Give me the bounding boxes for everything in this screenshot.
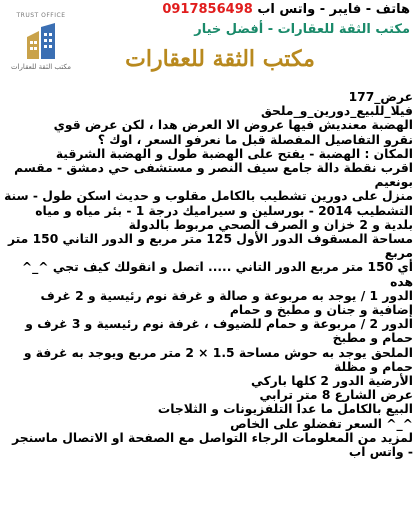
- listing-line: أي 150 متر مربع الدور التاني ..... اتصل و انقولك كيف تجي ^_^ هده: [21, 260, 413, 289]
- phone-number[interactable]: 0917856498: [162, 2, 253, 17]
- listing-line: البيع بالكامل ما عدا التلفزيونات و الثلاجات: [157, 402, 413, 417]
- listing-line: الدور 1 / يوجد به مربوعة و صالة و غرفة نوم رئيسية و 2 غرف إضافية و جنان و مطبخ و حمام: [40, 288, 413, 318]
- listing-line: منزل على دورين تشطيب بالكامل مقلوب و حديث اسكن طول - سنة التشطيب 2014 - بورسلين و سيراميك درجة 1 - بئر مياه و مياه بلدية و 2 خزان و الصرف الصحي مربوط بالدولة: [4, 189, 413, 232]
- contact-prefix: هاتف - فايبر - واتس اب: [257, 2, 410, 17]
- listing-description: [3, 90, 413, 515]
- listing-line: مساحة المسقوف الدور الأول 125 متر مربع و الدور التاني 150 متر مربع: [8, 232, 413, 261]
- listing-line: الدور 2 / مربوعة و حمام للضيوف ، غرفة نوم رئيسية و 3 غرف و حمام و مطبخ: [25, 317, 413, 346]
- listing-line: لمزيد من المعلومات الرجاء التواصل مع الصفحة او الاتصال ماسنجر - واتس اب: [12, 430, 413, 460]
- listing-line: اقرب نقطة دالة جامع سيف النصر و مستشفى حي دمشق - مقسم بونعيم: [14, 161, 413, 190]
- logo-top-text: TRUST OFFICE: [16, 12, 66, 19]
- listing-line: الأرضية الدور 2 كلها باركي: [251, 374, 413, 389]
- brand-title: مكتب الثقة للعقارات: [125, 46, 315, 72]
- logo-bottom-text: مكتب الثقة للعقارات: [11, 63, 71, 71]
- contact-line: [162, 2, 410, 17]
- listing-line: المكان : الهضبة - يفتح على الهضبة طول و الهضبة الشرقية: [55, 146, 413, 161]
- trust-office-logo: [10, 8, 72, 86]
- listing-line: ^_^ السعر تفضلو على الخاص: [230, 416, 413, 431]
- listing-line: عرض_177: [348, 90, 413, 104]
- listing-line: الملحق يوجد به حوش مساحة 1.5 × 2 متر مربع ويوجد به غرفة و حمام و مظلة: [23, 345, 413, 374]
- building-logo-icon: [21, 21, 61, 61]
- tagline: مكتب الثقة للعقارات - أفضل خيار: [194, 22, 410, 37]
- listing-line: الهضبة معنديش فيها عروض الا العرض هدا ، لكن عرض قوي: [53, 118, 413, 133]
- listing-line: نقرو التفاصيل المفصلة قبل ما نعرفو السعر ، اوك ؟: [97, 132, 413, 147]
- page-header: [0, 0, 416, 88]
- listing-line: عرض الشارع 8 متر ترابي: [259, 388, 413, 403]
- listing-line: فيلا_للبيع_دورين_و_ملحق: [260, 104, 413, 119]
